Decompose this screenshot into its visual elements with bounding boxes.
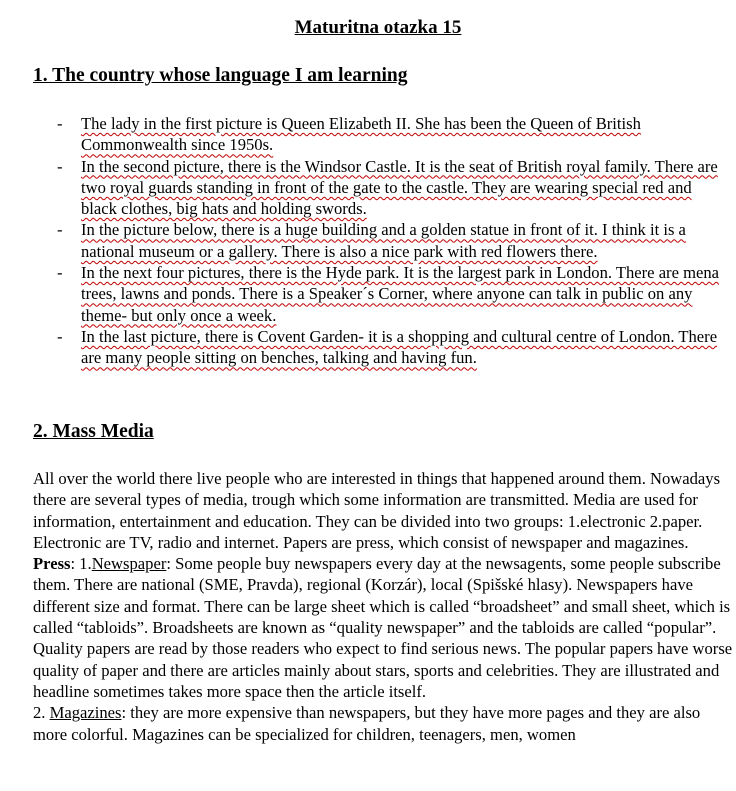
- press-text: : Some people buy newspapers every day at the newsagents, some people subscribe them. There are national (SME, Pravda), regional (Korzár), local (Spišské hlasy). Newspapers have different size and format. There can be large sheet which is called “broadsheet” and small sheet, which is called “tabloids”. Broadsheets are known as “quality newspaper” and the tabloids are called “popular”. Quality papers are read by those readers who expect to find serious news. The popular papers have worse quality of paper and there are articles mainly about stars, sports and celebrities. They are illustrated and headline sometimes takes more space then the article itself.: [33, 554, 733, 701]
- list-item: - In the next four pictures, there is the Hyde park. It is the largest park in London. There are mena trees, lawns and ponds. There is a Speaker´s Corner, where anyone can talk in public on any theme- but only once a week.: [57, 263, 720, 325]
- magazines-label: Magazines: [49, 703, 122, 723]
- magazines-number: 2.: [33, 703, 50, 723]
- list-item: - In the last picture, there is Covent Garden- it is a shopping and cultural centre of London. There are many people sitting on benches, talking and having fun.: [57, 326, 718, 368]
- list-item: - In the second picture, there is the Windsor Castle. It is the seat of British royal family. There are two royal guards standing in front of the gate to the castle. They are wearing special red and black clothes, big hats and holding swords.: [57, 156, 718, 219]
- intro-paragraph: All over the world there live people who are interested in things that happened around them. Nowadays there are several types of media, trough which some information are transmitted. Media are used for information, entertainment and education. They can be divided into two groups: 1.electronic 2.paper. Electronic are TV, radio and internet. Papers are press, which consist of newspaper and magazines.: [33, 469, 721, 552]
- list-item: - In the picture below, there is a huge building and a golden statue in front of it. I think it is a national museum or a gallery. There is also a nice park with red flowers there.: [57, 220, 686, 261]
- dash-bullet-icon: -: [57, 114, 63, 133]
- document-title: Maturitna otazka 15: [294, 17, 462, 38]
- dash-bullet-icon: -: [57, 326, 63, 346]
- section-heading-country: 1. The country whose language I am learning: [33, 65, 408, 86]
- country-picture-list: [0, 113, 736, 369]
- press-item-number: : 1.: [70, 554, 92, 574]
- press-label: Press: [33, 554, 71, 574]
- dash-bullet-icon: -: [57, 263, 63, 283]
- dash-bullet-icon: -: [57, 156, 63, 176]
- list-item: - The lady in the first picture is Queen Elizabeth II. She has been the Queen of British Commonwealth since 1950s.: [57, 114, 641, 155]
- press-paragraph: [33, 553, 733, 702]
- magazines-paragraph: [33, 702, 733, 745]
- mass-media-body: [33, 468, 733, 745]
- section-heading-mass-media: 2. Mass Media: [33, 421, 154, 442]
- dash-bullet-icon: -: [57, 220, 63, 240]
- newspaper-label: Newspaper: [91, 554, 167, 574]
- magazines-text: : they are more expensive than newspapers, but they have more pages and they are also more colorful. Magazines can be specialized for children, teenagers, men, women: [33, 703, 701, 744]
